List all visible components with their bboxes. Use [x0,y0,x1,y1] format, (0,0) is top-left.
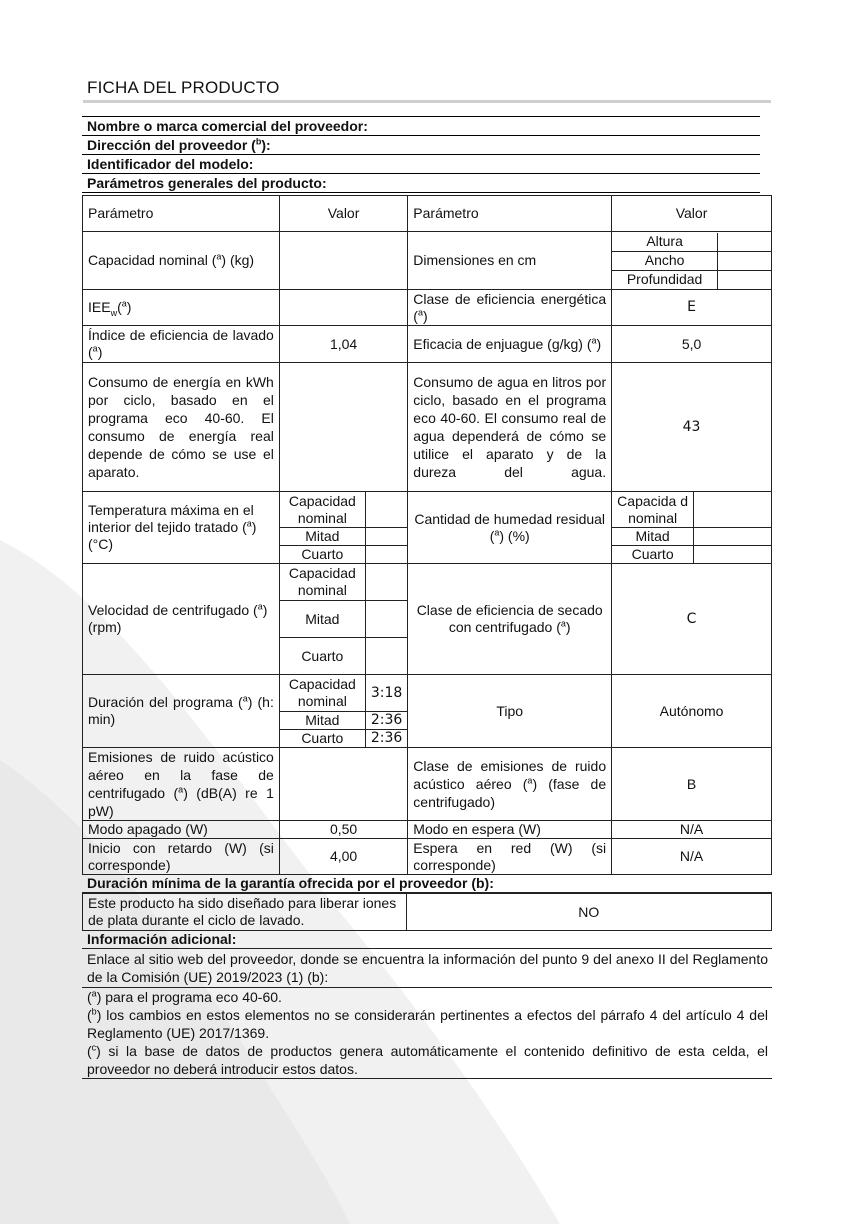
product-sheet [82,116,772,1079]
duration-label: Duración del programa ($^a$) (h: min) [83,675,280,748]
warranty-label: Duración mínima de la garantía ofrecida por el proveedor (b): [82,875,772,893]
residual-label: Cantidad de humedad residual ($^a$) (%) [408,492,612,564]
off-mode-value: 0,50 [279,821,407,839]
spin-speed-label: Velocidad de centrifugado ($^a$) (rpm) [83,564,280,675]
residual-half-value [694,528,772,546]
parameters-table [82,195,772,875]
footnote-b: ($^b$) los cambios en estos elementos no se considerarán pertinentes a efectos del párrafo 4 del artículo 4 del Reglamento (UE) 2017/1369. [87,1006,768,1041]
supplier-link-text: Enlace al sitio web del proveedor, donde se encuentra la información del punto 9 del anexo II del Reglamento de la Comisión (UE) 2019/2023 (1) (b): [82,949,772,988]
off-mode-label: Modo apagado (W) [83,821,280,839]
col-header-param: Parámetro [83,196,280,232]
residual-quarter: Cuarto [612,546,694,564]
temp-half-value [365,528,407,546]
additional-info-label: Información adicional: [82,931,772,949]
capacity-value [279,232,407,290]
dim-depth-label: Profundidad [612,270,718,289]
spin-cap-nominal: Capacidad nominal [279,564,365,601]
general-params-label: Parámetros generales del producto: [82,174,760,193]
spin-nominal-value [365,564,407,601]
residual-half: Mitad [612,528,694,546]
dim-height-label: Altura [612,233,718,252]
duration-quarter-value: 2:36 [365,730,407,748]
temp-quarter-value [365,546,407,564]
supplier-name-label: Nombre o marca comercial del proveedor: [82,116,760,136]
dimensions-label: Dimensiones en cm [408,232,612,290]
water-consumption-label: Consumo de agua en litros por ciclo, basado en el programa eco 40-60. El consumo real de agua dependerá de cómo se utilice el aparato y de la dureza del agua. [408,363,612,492]
wash-index-label: Índice de eficiencia de lavado ($^a$) [83,326,280,363]
network-standby-value: N/A [612,839,772,875]
noise-label: Emisiones de ruido acústico aéreo en la fase de centrifugado ($^a$) (dB(A) re 1 pW) [83,748,280,821]
max-temp-label: Temperatura máxima en el interior del tejido tratado ($^a$) (°C) [83,492,280,564]
title-divider [83,100,771,103]
type-value: Autónomo [612,675,772,748]
noise-class-value: B [612,748,772,821]
silver-ions-value: NO [406,894,771,931]
spin-class-label: Clase de eficiencia de secado con centrifugado ($^a$) [408,564,612,675]
model-id-label: Identificador del modelo: [82,155,760,174]
rinse-value: 5,0 [612,326,772,363]
residual-cap-nominal: Capacida d nominal [612,492,694,528]
footnotes [82,988,772,1079]
duration-half-value: 2:36 [365,712,407,730]
temp-half: Mitad [279,528,365,546]
water-consumption-value: 43 [612,363,772,492]
capacity-label: Capacidad nominal ($^a$) (kg) [83,232,280,290]
silver-ions-text: Este producto ha sido diseñado para liberar iones de plata durante el ciclo de lavado. [83,894,407,931]
energy-consumption-value [279,363,407,492]
standby-label: Modo en espera (W) [408,821,612,839]
delay-start-label: Inicio con retardo (W) (si corresponde) [83,839,280,875]
spin-class-value: C [612,564,772,675]
duration-half: Mitad [279,712,365,730]
temp-quarter: Cuarto [279,546,365,564]
page-title: FICHA DEL PRODUCTO [87,78,280,97]
delay-start-value: 4,00 [279,839,407,875]
standby-value: N/A [612,821,772,839]
energy-consumption-label: Consumo de energía en kWh por ciclo, basado en el programa eco 40-60. El consumo de energía real depende de cómo se use el aparato. [83,363,280,492]
residual-quarter-value [694,546,772,564]
duration-nominal-value: 3:18 [365,675,407,712]
eei-value [279,290,407,326]
temp-cap-nominal: Capacidad nominal [279,492,365,528]
residual-nominal-value [694,492,772,528]
eei-label: $IEE_w(^a)$ [83,290,280,326]
footnote-a: ($^a$) para el programa eco 40-60. [87,988,282,1005]
duration-quarter: Cuarto [279,730,365,748]
noise-class-label: Clase de emisiones de ruido acústico aéreo ($^a$) (fase de centrifugado) [408,748,612,821]
energy-class-value: E [612,290,772,326]
spin-quarter-value [365,638,407,675]
supplier-address-label: Dirección del proveedor ($^b$): [82,136,760,155]
silver-ions-table [82,893,772,931]
wash-index-value: 1,04 [279,326,407,363]
temp-nominal-value [365,492,407,528]
noise-value [279,748,407,821]
footnote-c: ($^c$) si la base de datos de productos genera automáticamente el contenido definitivo de esta celda, el proveedor no deberá introducir estos datos. [87,1042,768,1077]
dim-width-label: Ancho [612,251,718,270]
network-standby-label: Espera en red (W) (si corresponde) [408,839,612,875]
spin-half: Mitad [279,601,365,638]
col-header-param-2: Parámetro [408,196,612,232]
rinse-label: Eficacia de enjuague (g/kg) ($^a$) [408,326,612,363]
duration-cap-nominal: Capacidad nominal [279,675,365,712]
energy-class-label: Clase de eficiencia energética ($^a$) [408,290,612,326]
type-label: Tipo [408,675,612,748]
spin-quarter: Cuarto [279,638,365,675]
col-header-value: Valor [279,196,407,232]
spin-half-value [365,601,407,638]
col-header-value-2: Valor [612,196,772,232]
dimensions-table [612,233,771,289]
